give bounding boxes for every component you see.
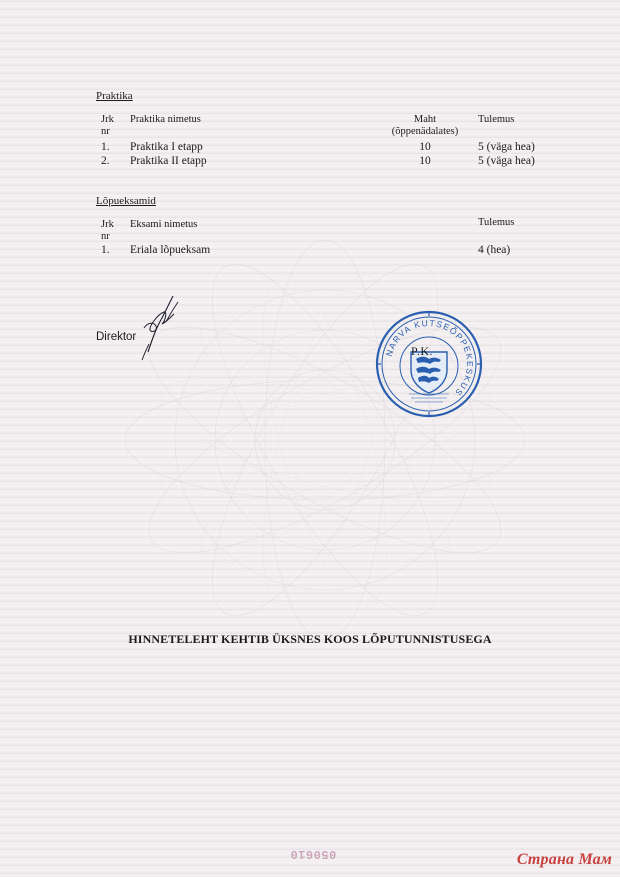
practice-row-2-no: 2. (101, 155, 110, 167)
serial-number: 050610 (290, 847, 337, 861)
school-seal-stamp (375, 310, 483, 418)
exams-row-1-result: 4 (hea) (478, 244, 511, 256)
practice-header-volume-line2: (õppenädalates) (391, 126, 459, 137)
practice-row-2-result: 5 (väga hea) (478, 155, 535, 167)
practice-header-volume-line1: Maht (413, 114, 437, 125)
exams-header-name: Eksami nimetus (130, 219, 198, 230)
practice-row-1-volume: 10 (419, 141, 431, 153)
exams-row-1-no: 1. (101, 244, 110, 256)
director-label: Direktor (96, 331, 137, 343)
exams-header-no-line1: Jrk (101, 219, 114, 230)
validity-note: HINNETELEHT KEHTIB ÜKSNES KOOS LÕPUTUNNISTUSEGA (128, 632, 492, 646)
site-watermark: Страна Мам (516, 851, 612, 868)
practice-section-title: Praktika (96, 90, 133, 102)
director-signature (140, 292, 182, 360)
practice-header-no-line2: nr (101, 126, 110, 137)
practice-row-1-name: Praktika I etapp (130, 141, 203, 153)
practice-row-1-no: 1. (101, 141, 110, 153)
stamp-mark: P.K. (411, 344, 434, 358)
exams-header-no-line2: nr (101, 231, 110, 242)
practice-header-no-line1: Jrk (101, 114, 114, 125)
practice-row-2-name: Praktika II etapp (130, 155, 207, 167)
practice-header-result: Tulemus (478, 114, 515, 125)
seal-ring-text: NARVA KUTSEÕPPEKESKUS (383, 317, 476, 399)
exams-row-1-name: Eriala lõpueksam (130, 244, 211, 256)
practice-row-2-volume: 10 (419, 155, 431, 167)
exams-header-result: Tulemus (478, 217, 515, 228)
final-exams-section-title: Lõpueksamid (96, 195, 156, 207)
practice-row-1-result: 5 (väga hea) (478, 141, 535, 153)
practice-header-name: Praktika nimetus (130, 114, 201, 125)
